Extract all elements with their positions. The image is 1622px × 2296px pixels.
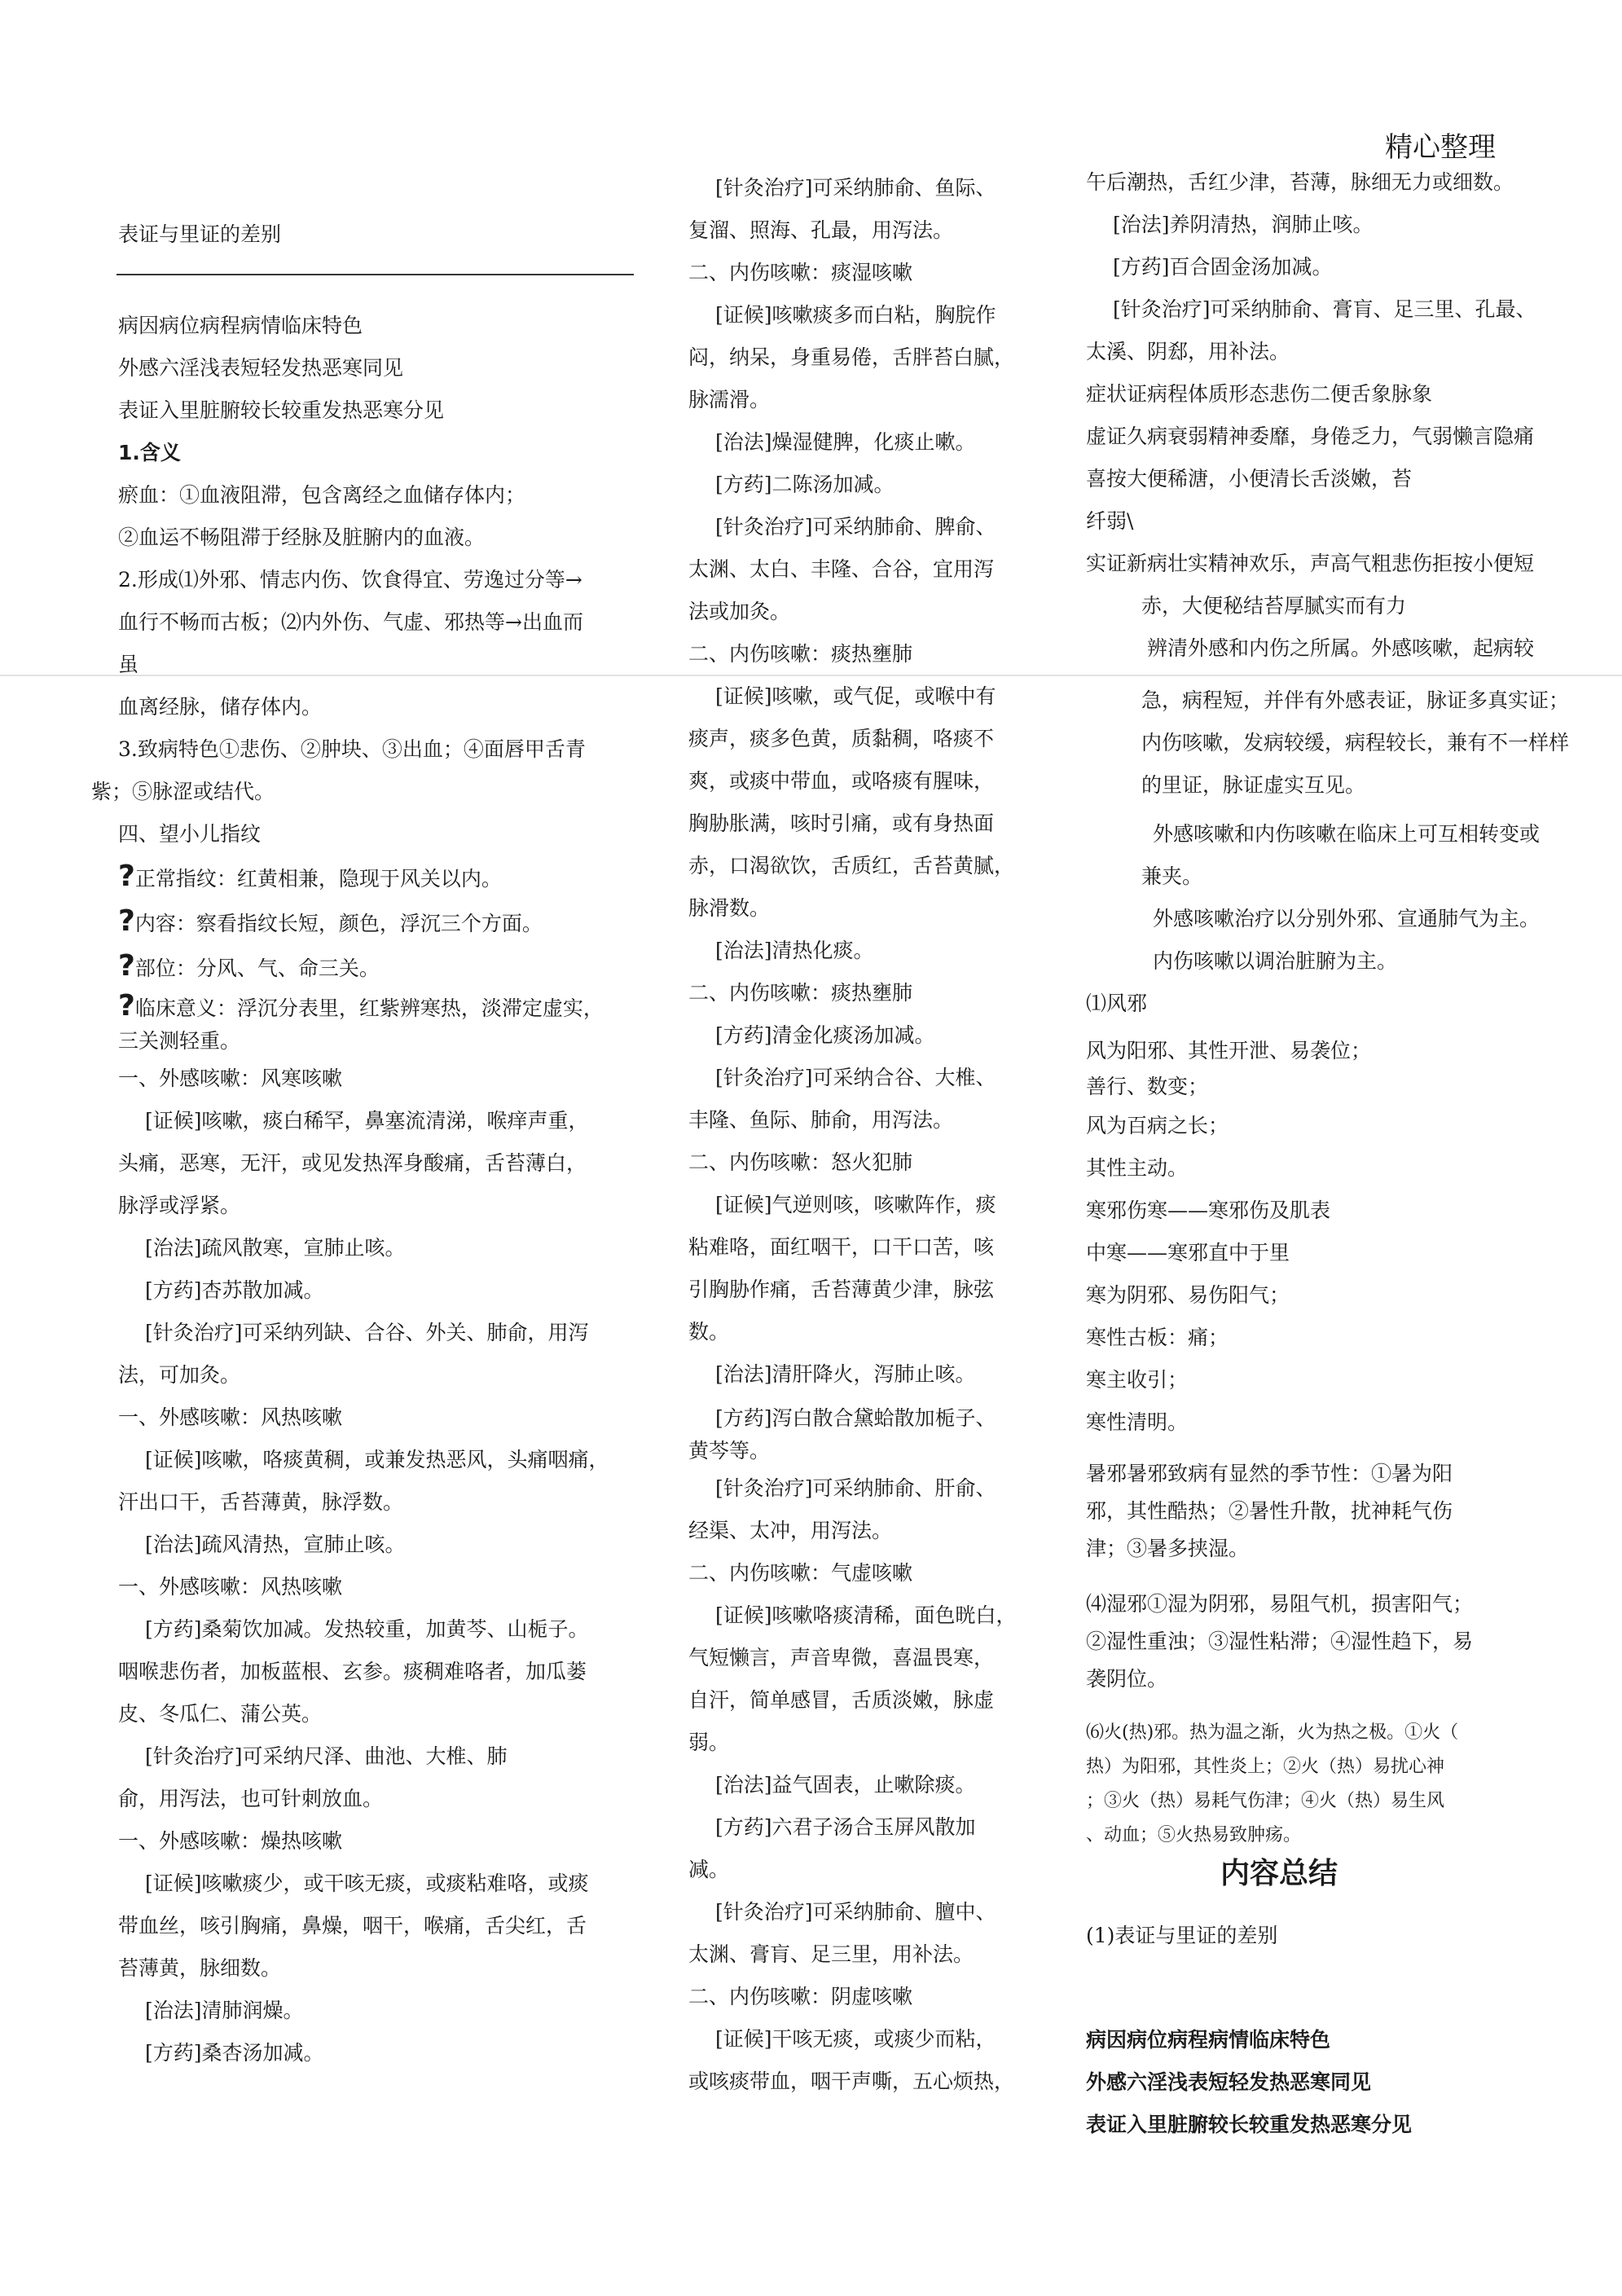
table-row: 虚证久病衰弱精神委靡，身倦乏力，气弱懒言隐痛 [1086, 424, 1535, 448]
paragraph-line: [治法]清热化痰。 [715, 939, 874, 962]
paragraph-line: [方药]二陈汤加减。 [715, 473, 895, 496]
paragraph-line: ②湿性重浊；③湿性粘滞；④湿性趋下，易 [1086, 1630, 1474, 1653]
paragraph-line: ；③火（热）易耗气伤津；④火（热）易生风 [1086, 1791, 1445, 1811]
paragraph-line: [证候]咳嗽痰少，或干咳无痰，或痰粘难咯，或痰 [145, 1872, 589, 1895]
paragraph-line: [治法]清肝降火，泻肺止咳。 [715, 1362, 976, 1386]
column-2 [688, 167, 1017, 2103]
paragraph-line: 头痛，恶寒，无汗，或见发热浑身酸痛，舌苔薄白， [118, 1151, 587, 1175]
paragraph-line: 汗出口干，舌苔薄黄，脉浮数。 [118, 1490, 404, 1514]
paragraph-line: 袭阴位。 [1086, 1667, 1168, 1691]
paragraph-line: 弱。 [688, 1731, 730, 1754]
paragraph-line: 爽，或痰中带血，或咯痰有腥味， [688, 769, 995, 793]
list-item: ?正常指纹：红黄相兼，隐现于风关以内。 [118, 860, 502, 893]
paragraph-line: 寒为阴邪、易伤阳气； [1086, 1283, 1290, 1307]
page-header-title: 精心整理 [1385, 131, 1496, 164]
subheading: 一、外感咳嗽：风热咳嗽 [118, 1405, 343, 1429]
paragraph-line: 太渊、太白、丰隆、合谷，宜用泻 [688, 557, 995, 581]
question-mark-icon: ? [118, 904, 135, 938]
paragraph-line: [证候]干咳无痰，或痰少而粘， [715, 2027, 996, 2051]
paragraph-line: 脉浮或浮紧。 [118, 1194, 241, 1217]
paragraph-line: ⑹火(热)邪。热为温之渐，火为热之极。①火（ [1086, 1722, 1459, 1743]
paragraph-line: 热）为阳邪，其性炎上；②火（热）易扰心神 [1086, 1757, 1445, 1777]
paragraph-line: 太渊、膏肓、足三里，用补法。 [688, 1942, 974, 1966]
table-row: 赤，大便秘结苔厚腻实而有力 [1141, 594, 1407, 618]
paragraph-line: 3.致病特色①悲伤、②肿块、③出血；④面唇甲舌青 [118, 737, 586, 761]
paragraph-line: 气短懒言，声音卑微，喜温畏寒， [688, 1646, 995, 1669]
paragraph-line: 邪，其性酷热；②暑性升散，扰神耗气伤 [1086, 1499, 1453, 1523]
subheading: 1.含义 [118, 441, 181, 464]
paragraph-line: 外感咳嗽治疗以分别外邪、宣通肺气为主。 [1153, 907, 1541, 930]
paragraph-line: 内伤咳嗽以调治脏腑为主。 [1153, 949, 1398, 973]
subheading: 二、内伤咳嗽：痰湿咳嗽 [688, 261, 913, 284]
paragraph-line: [针灸治疗]可采纳肺俞、脾俞、 [715, 515, 996, 539]
paragraph-line: 引胸胁作痛，舌苔薄黄少津，脉弦 [688, 1278, 995, 1301]
paragraph-line: 2.形成⑴外邪、情志内伤、饮食得宜、劳逸过分等→ [118, 568, 582, 592]
paragraph-line: 中寒——寒邪直中于里 [1086, 1241, 1290, 1265]
paragraph-line: [证候]咳嗽，痰白稀罕，鼻塞流清涕，喉痒声重， [145, 1109, 589, 1133]
subheading: 一、外感咳嗽：燥热咳嗽 [118, 1829, 343, 1853]
paragraph-line: 兼夹。 [1141, 864, 1203, 888]
paragraph-line: [证候]气逆则咳，咳嗽阵作，痰 [715, 1193, 996, 1216]
column-3 [1086, 161, 1607, 2146]
paragraph-line: 粘难咯，面红咽干，口干口苦，咳 [688, 1235, 995, 1259]
question-mark-icon: ? [118, 949, 135, 983]
paragraph-line: 寒邪伤寒——寒邪伤及肌表 [1086, 1199, 1331, 1222]
paragraph-line: [方药]泻白散合黛蛤散加栀子、 [715, 1406, 996, 1430]
paragraph-line: 法或加灸。 [688, 600, 791, 623]
paragraph-line: [治法]清肺润燥。 [145, 1999, 304, 2022]
paragraph-line: 咽喉悲伤者，加板蓝根、玄参。痰稠难咯者，加瓜蒌 [118, 1660, 587, 1683]
paragraph-line: 辨清外感和内伤之所属。外感咳嗽，起病较 [1147, 636, 1535, 660]
paragraph-line: [治法]燥湿健脾，化痰止嗽。 [715, 430, 976, 454]
table-row: 喜按大便稀溏，小便清长舌淡嫩，苔 [1086, 467, 1413, 490]
table-row: 外感六淫浅表短轻发热恶寒同见 [118, 356, 404, 380]
paragraph-line: 午后潮热，舌红少津，苔薄，脉细无力或细数。 [1086, 170, 1514, 194]
paragraph-line: [针灸治疗]可采纳尺泽、曲池、大椎、肺 [145, 1744, 508, 1768]
paragraph-line: ②血运不畅阻滞于经脉及脏腑内的血液。 [118, 526, 486, 549]
paragraph-line: 的里证，脉证虚实互见。 [1141, 773, 1366, 797]
paragraph-line: [方药]百合固金汤加减。 [1113, 255, 1333, 279]
paragraph-line: 紫；⑤脉涩或结代。 [91, 780, 275, 803]
paragraph-line: 暑邪暑邪致病有显然的季节性：①暑为阳 [1086, 1462, 1453, 1485]
subheading: 四、望小儿指纹 [118, 822, 262, 846]
paragraph-line: 减。 [688, 1858, 730, 1881]
paragraph-line: 虽 [118, 653, 139, 676]
summary-row: 外感六淫浅表短轻发热恶寒同见 [1086, 2070, 1372, 2094]
paragraph-line: 津；③暑多挟湿。 [1086, 1537, 1250, 1560]
paragraph-line: [治法]益气固表，止嗽除痰。 [715, 1773, 976, 1797]
paragraph-line: 皮、冬瓜仁、蒲公英。 [118, 1702, 323, 1726]
paragraph-line: [方药]清金化痰汤加减。 [715, 1023, 935, 1047]
subheading: 一、外感咳嗽：风热咳嗽 [118, 1575, 343, 1599]
paragraph-line: 瘀血：①血液阻滞，包含离经之血储存体内； [118, 483, 526, 507]
subheading: 二、内伤咳嗽：痰热壅肺 [688, 981, 913, 1005]
paragraph-line: 、动血；⑤火热易致肿疡。 [1086, 1825, 1302, 1845]
paragraph-line: 风为阳邪、其性开泄、易袭位； [1086, 1039, 1372, 1062]
paragraph-line: [证候]咳嗽痰多而白粘，胸脘作 [715, 303, 996, 327]
paragraph-line: [针灸治疗]可采纳列缺、合谷、外关、肺俞，用泻 [145, 1321, 589, 1344]
paragraph-line: 闷，纳呆，身重易倦，舌胖苔白腻， [688, 345, 1015, 369]
paragraph-line: 寒性古板：痛； [1086, 1326, 1229, 1349]
list-item: ?临床意义：浮沉分表里，红紫辨寒热，淡滞定虚实， [118, 989, 604, 1023]
paragraph-line: 太溪、阴郄，用补法。 [1086, 340, 1290, 363]
paragraph-line: [治法]养阴清热，润肺止咳。 [1113, 213, 1374, 236]
list-item: ?部位：分风、气、命三关。 [118, 949, 380, 983]
list-item-cont: 三关测轻重。 [118, 1029, 241, 1053]
paragraph-line: [证候]咳嗽，或气促，或喉中有 [715, 684, 996, 708]
list-item: ?内容：察看指纹长短，颜色，浮沉三个方面。 [118, 904, 543, 938]
subheading: 二、内伤咳嗽：阴虚咳嗽 [688, 1985, 913, 2008]
paragraph-line: 急，病程短，并伴有外感表证，脉证多真实证； [1141, 688, 1570, 712]
subheading: 二、内伤咳嗽：气虚咳嗽 [688, 1561, 913, 1585]
paragraph-line: [针灸治疗]可采纳肺俞、肝俞、 [715, 1476, 996, 1500]
table-row: 实证新病壮实精神欢乐，声高气粗悲伤拒按小便短 [1086, 552, 1535, 575]
summary-heading: (1)表证与里证的差别 [1086, 1924, 1278, 1947]
paragraph-line: 胸胁胀满，咳时引痛，或有身热面 [688, 812, 995, 835]
column-1 [91, 213, 640, 2074]
paragraph-line: [针灸治疗]可采纳肺俞、膏肓、足三里、孔最、 [1113, 297, 1536, 321]
paragraph-line: 脉滑数。 [688, 896, 771, 920]
paragraph-line: 赤，口渴欲饮，舌质红，舌苔黄腻， [688, 854, 1015, 877]
paragraph-line: 复溜、照海、孔最，用泻法。 [688, 218, 954, 242]
paragraph-line: [方药]杏苏散加减。 [145, 1278, 324, 1302]
paragraph-line: 自汗，简单感冒，舌质淡嫩，脉虚 [688, 1688, 995, 1712]
paragraph-line: [证候]咳嗽咯痰清稀，面色晄白， [715, 1603, 1017, 1627]
paragraph-line: [证候]咳嗽，咯痰黄稠，或兼发热恶风，头痛咽痛， [145, 1448, 609, 1471]
paragraph-line: ⑷湿邪①湿为阴邪，易阻气机，损害阳气； [1086, 1592, 1474, 1616]
paragraph-line: 俞，用泻法，也可针刺放血。 [118, 1787, 384, 1810]
paragraph-line: [针灸治疗]可采纳合谷、大椎、 [715, 1066, 996, 1089]
paragraph-line: 善行、数变； [1086, 1075, 1209, 1098]
paragraph-line: 或咳痰带血，咽干声嘶，五心烦热， [688, 2069, 1015, 2093]
paragraph-line: 血行不畅而古板；⑵内外伤、气虚、邪热等→出血而 [118, 610, 583, 634]
table-header-row: 病因病位病程病情临床特色 [118, 314, 363, 337]
paragraph-line: 寒性清明。 [1086, 1410, 1189, 1434]
paragraph-line: 苔薄黄，脉细数。 [118, 1956, 282, 1980]
subheading: 一、外感咳嗽：风寒咳嗽 [118, 1067, 343, 1090]
paragraph-line: 脉濡滑。 [688, 388, 771, 411]
paragraph-line: [方药]六君子汤合玉屏风散加 [715, 1815, 976, 1839]
summary-title: 内容总结 [1220, 1857, 1338, 1890]
paragraph-line: [针灸治疗]可采纳肺俞、鱼际、 [715, 176, 996, 200]
question-mark-icon: ? [118, 860, 135, 893]
paragraph-line: 风为百病之长； [1086, 1114, 1229, 1137]
summary-row: 病因病位病程病情临床特色 [1086, 2028, 1331, 2052]
subheading: ⑴风邪 [1086, 992, 1148, 1015]
paragraph-line: [治法]疏风散寒，宣肺止咳。 [145, 1236, 406, 1260]
paragraph-line: 数。 [688, 1320, 730, 1344]
paragraph-line: 内伤咳嗽，发病较缓，病程较长，兼有不一样样 [1141, 731, 1570, 754]
paragraph-line: 法，可加灸。 [118, 1363, 241, 1387]
question-mark-icon: ? [118, 989, 135, 1023]
paragraph-line: 带血丝，咳引胸痛，鼻燥，咽干，喉痛，舌尖红，舌 [118, 1914, 587, 1938]
paragraph-line: 经渠、太冲，用泻法。 [688, 1519, 893, 1542]
paragraph-line: 外感咳嗽和内伤咳嗽在临床上可互相转变或 [1153, 822, 1541, 846]
subheading: 二、内伤咳嗽：怒火犯肺 [688, 1150, 913, 1174]
paragraph-line: [治法]疏风清热，宣肺止咳。 [145, 1533, 406, 1556]
section-heading: 表证与里证的差别 [118, 222, 282, 246]
table-row: 表证入里脏腑较长较重发热恶寒分见 [118, 398, 445, 422]
table-header-row: 症状证病程体质形态悲伤二便舌象脉象 [1086, 382, 1433, 406]
subheading: 二、内伤咳嗽：痰热壅肺 [688, 642, 913, 666]
summary-row: 表证入里脏腑较长较重发热恶寒分见 [1086, 2113, 1413, 2136]
paragraph-line: 其性主动。 [1086, 1156, 1189, 1180]
paragraph-line: [方药]桑菊饮加减。发热较重，加黄芩、山栀子。 [145, 1617, 589, 1641]
paragraph-line: 黄芩等。 [688, 1439, 771, 1462]
paragraph-line: 寒主收引； [1086, 1368, 1189, 1392]
paragraph-line: 血离经脉，储存体内。 [118, 695, 323, 719]
paragraph-line: 丰隆、鱼际、肺俞，用泻法。 [688, 1108, 954, 1132]
paragraph-line: [方药]桑杏汤加减。 [145, 2041, 324, 2065]
paragraph-line: 痰声，痰多色黄，质黏稠，咯痰不 [688, 727, 995, 750]
paragraph-line: [针灸治疗]可采纳肺俞、膻中、 [715, 1900, 996, 1924]
table-row: 纤弱\ [1086, 509, 1134, 533]
